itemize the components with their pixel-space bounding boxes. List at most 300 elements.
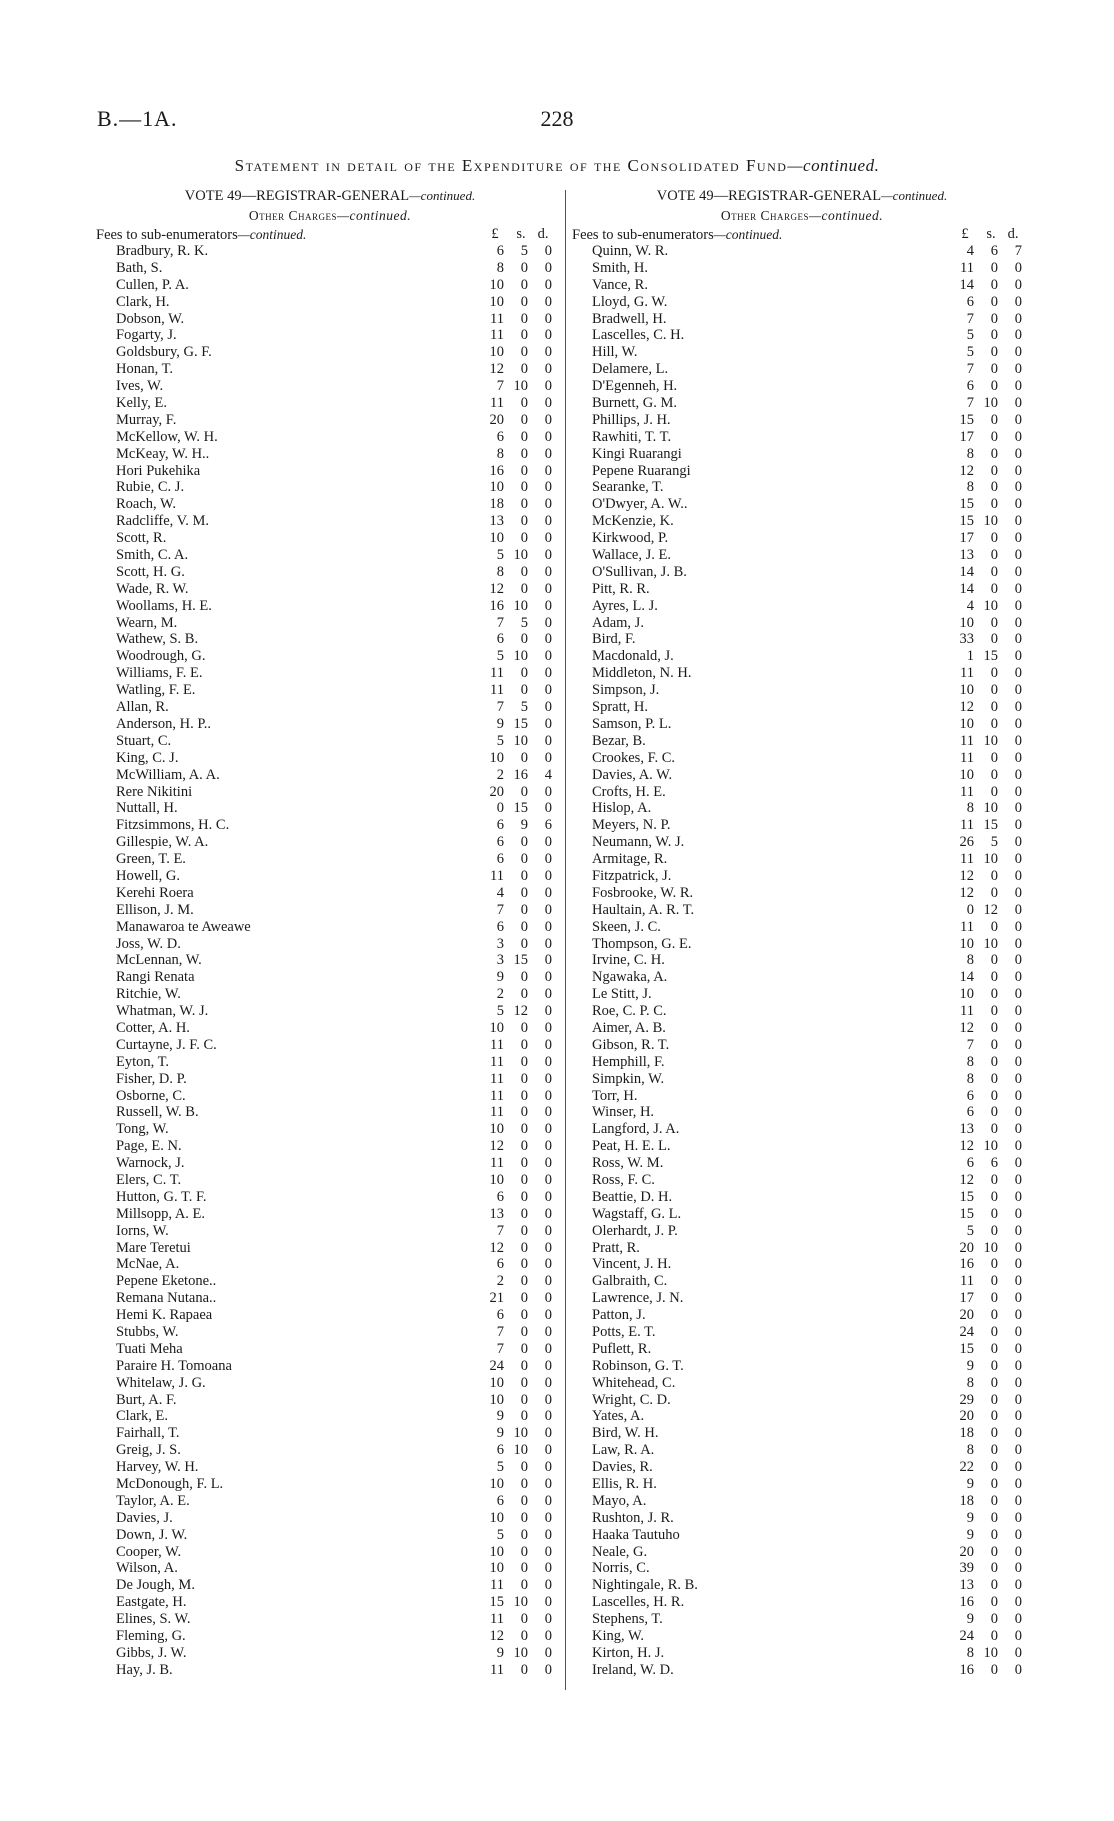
payee-name: Stuart, C. [116, 732, 172, 749]
amount-shillings: 0 [520, 1273, 528, 1290]
payee-name: King, C. J. [116, 749, 179, 766]
amount-pounds: 11 [960, 918, 974, 935]
amount-pounds: 18 [959, 1492, 974, 1509]
table-row [96, 800, 564, 817]
amount-pence: 0 [1014, 1644, 1022, 1661]
amount-pence: 0 [544, 699, 552, 716]
amount-pounds: 3 [496, 935, 504, 952]
table-row [572, 1375, 1032, 1392]
payee-name: Vincent, J. H. [592, 1256, 672, 1273]
amount-shillings: 0 [520, 1188, 528, 1205]
payee-name: Joss, W. D. [116, 935, 181, 952]
amount-pounds: 12 [959, 867, 974, 884]
amount-pence: 0 [1014, 614, 1022, 631]
subheading-left-cont: —continued. [337, 208, 412, 223]
table-row [572, 902, 1032, 919]
amount-pence: 0 [1014, 1425, 1022, 1442]
amount-pounds: 12 [489, 1239, 504, 1256]
payee-name: Wearn, M. [116, 614, 178, 631]
amount-pence: 0 [1014, 766, 1022, 783]
amount-pounds: 20 [959, 1543, 974, 1560]
amount-pounds: 6 [496, 428, 504, 445]
amount-pounds: 7 [496, 1222, 504, 1239]
amount-shillings: 0 [990, 428, 998, 445]
payee-name: Clark, E. [116, 1408, 168, 1425]
amount-pounds: 12 [959, 699, 974, 716]
table-row [572, 1425, 1032, 1442]
payee-name: Le Stitt, J. [592, 986, 652, 1003]
amount-shillings: 0 [990, 1459, 998, 1476]
payee-name: Rawhiti, T. T. [592, 428, 672, 445]
amount-pence: 0 [1014, 749, 1022, 766]
amount-shillings: 0 [520, 851, 528, 868]
table-row [96, 361, 564, 378]
payee-name: Hill, W. [592, 344, 638, 361]
amount-pounds: 7 [496, 901, 504, 918]
payee-name: Kelly, E. [116, 395, 168, 412]
amount-pence: 0 [1014, 1391, 1022, 1408]
vote-heading-right-text: VOTE 49—REGISTRAR-GENERAL [656, 188, 882, 204]
payee-name: Warnock, J. [116, 1155, 185, 1172]
amount-pence: 0 [1014, 1121, 1022, 1138]
table-row [572, 936, 1032, 953]
amount-pounds: 9 [966, 1476, 974, 1493]
amount-pence: 0 [544, 411, 552, 428]
payee-name: Simpson, J. [592, 682, 660, 699]
amount-pounds: 5 [496, 732, 504, 749]
amount-shillings: 9 [520, 817, 528, 834]
table-row [572, 1544, 1032, 1561]
amount-shillings: 0 [520, 1307, 528, 1324]
amount-pounds: 15 [959, 411, 974, 428]
amount-pounds: 16 [489, 462, 504, 479]
amount-shillings: 0 [520, 276, 528, 293]
amount-pounds: 12 [959, 1138, 974, 1155]
table-row [572, 344, 1032, 361]
table-row [96, 1206, 564, 1223]
amount-pence: 0 [544, 1644, 552, 1661]
amount-pence: 0 [1014, 259, 1022, 276]
amount-shillings: 0 [990, 563, 998, 580]
amount-shillings: 0 [520, 884, 528, 901]
amount-pounds: 12 [959, 1019, 974, 1036]
table-row [572, 260, 1032, 277]
amount-pence: 0 [544, 969, 552, 986]
amount-shillings: 0 [990, 867, 998, 884]
amount-pence: 0 [544, 834, 552, 851]
amount-shillings: 0 [990, 699, 998, 716]
amount-shillings: 10 [983, 1644, 998, 1661]
table-row [96, 750, 564, 767]
amount-pounds: 4 [966, 597, 974, 614]
amount-pounds: 11 [960, 851, 974, 868]
amount-shillings: 0 [520, 1340, 528, 1357]
table-row [572, 1206, 1032, 1223]
amount-pounds: 18 [959, 1425, 974, 1442]
payee-name: Lloyd, G. W. [592, 293, 668, 310]
payee-name: Davies, A. W. [592, 766, 673, 783]
payee-name: McNae, A. [116, 1256, 180, 1273]
payee-name: McKellow, W. H. [116, 428, 218, 445]
table-row [572, 1611, 1032, 1628]
amount-pence: 6 [544, 817, 552, 834]
payee-name: Thompson, G. E. [592, 935, 692, 952]
table-row [572, 615, 1032, 632]
table-row [96, 1358, 564, 1375]
payee-name: Wilson, A. [116, 1560, 178, 1577]
amount-pence: 0 [1014, 1594, 1022, 1611]
amount-shillings: 0 [990, 310, 998, 327]
amount-shillings: 0 [520, 428, 528, 445]
amount-pence: 0 [544, 445, 552, 462]
payee-name: Iorns, W. [116, 1222, 169, 1239]
section-title-right-cont: —continued. [713, 227, 783, 242]
amount-shillings: 0 [990, 327, 998, 344]
amount-pounds: 18 [489, 496, 504, 513]
table-row [572, 1071, 1032, 1088]
payee-name: Rubie, C. J. [116, 479, 185, 496]
table-row [572, 716, 1032, 733]
payee-name: Kingi Ruarangi [592, 445, 682, 462]
amount-shillings: 0 [990, 1628, 998, 1645]
payee-name: Ives, W. [116, 378, 164, 395]
amount-pence: 0 [1014, 479, 1022, 496]
amount-shillings: 0 [990, 1087, 998, 1104]
table-row [572, 513, 1032, 530]
amount-pounds: 10 [959, 766, 974, 783]
amount-pounds: 11 [960, 817, 974, 834]
amount-pence: 0 [1014, 1053, 1022, 1070]
amount-pounds: 9 [496, 715, 504, 732]
amount-pence: 0 [1014, 1171, 1022, 1188]
table-row [572, 1121, 1032, 1138]
table-row [572, 547, 1032, 564]
table-row [96, 327, 564, 344]
amount-pence: 0 [544, 1155, 552, 1172]
amount-shillings: 10 [983, 513, 998, 530]
table-row [572, 446, 1032, 463]
amount-pounds: 8 [966, 479, 974, 496]
amount-shillings: 0 [990, 530, 998, 547]
amount-shillings: 0 [520, 665, 528, 682]
amount-pounds: 5 [496, 648, 504, 665]
amount-shillings: 0 [520, 1476, 528, 1493]
payee-name: Scott, H. G. [116, 563, 185, 580]
amount-pence: 0 [544, 665, 552, 682]
amount-pence: 0 [544, 648, 552, 665]
amount-pounds: 24 [959, 1324, 974, 1340]
amount-shillings: 0 [990, 344, 998, 361]
payee-name: Whitelaw, J. G. [116, 1374, 206, 1391]
payee-name: Radcliffe, V. M. [116, 513, 210, 530]
table-row [96, 1594, 564, 1611]
table-row [96, 665, 564, 682]
payee-name: Taylor, A. E. [116, 1492, 190, 1509]
amount-shillings: 0 [520, 918, 528, 935]
amount-shillings: 10 [513, 547, 528, 564]
amount-shillings: 0 [520, 1053, 528, 1070]
amount-pence: 0 [544, 884, 552, 901]
amount-shillings: 0 [990, 884, 998, 901]
column-divider [565, 190, 566, 1690]
amount-pence: 0 [1014, 496, 1022, 513]
amount-shillings: 0 [990, 1594, 998, 1611]
amount-shillings: 0 [990, 1357, 998, 1374]
amount-pence: 0 [544, 1526, 552, 1543]
amount-pence: 0 [544, 310, 552, 327]
payee-name: Pratt, R. [592, 1239, 640, 1256]
subheading-left-text: Other Charges [248, 208, 337, 223]
amount-shillings: 0 [990, 259, 998, 276]
section-title-right-text: Fees to sub-enumerators [572, 227, 714, 243]
amount-pence: 4 [544, 766, 552, 783]
table-row [572, 1442, 1032, 1459]
payee-name: Hislop, A. [592, 800, 652, 817]
amount-pence: 0 [1014, 1661, 1022, 1678]
amount-pence: 0 [544, 1188, 552, 1205]
table-row [572, 1155, 1032, 1172]
amount-pounds: 9 [496, 1644, 504, 1661]
payee-name: Macdonald, J. [592, 648, 674, 665]
payee-name: Fisher, D. P. [116, 1070, 187, 1087]
payee-name: Pepene Eketone.. [116, 1273, 217, 1290]
amount-shillings: 0 [520, 1171, 528, 1188]
payee-name: Green, T. E. [116, 851, 186, 868]
payee-name: Patton, J. [592, 1307, 646, 1324]
table-row [96, 648, 564, 665]
payee-name: McKeay, W. H.. [116, 445, 210, 462]
amount-pounds: 5 [966, 1222, 974, 1239]
amount-pence: 0 [1014, 867, 1022, 884]
table-row [96, 1577, 564, 1594]
amount-shillings: 0 [990, 952, 998, 969]
payee-name: Millsopp, A. E. [116, 1205, 206, 1222]
amount-shillings: 0 [990, 479, 998, 496]
amount-shillings: 0 [520, 1155, 528, 1172]
amount-shillings: 0 [520, 310, 528, 327]
amount-pounds: 6 [496, 631, 504, 648]
amount-pounds: 7 [496, 378, 504, 395]
amount-shillings: 0 [520, 901, 528, 918]
payee-name: Phillips, J. H. [592, 411, 671, 428]
amount-pence: 0 [544, 1391, 552, 1408]
amount-pence: 0 [1014, 1459, 1022, 1476]
table-row [96, 733, 564, 750]
amount-pounds: 2 [496, 986, 504, 1003]
amount-pence: 0 [1014, 1019, 1022, 1036]
payee-name: Page, E. N. [116, 1138, 182, 1155]
amount-shillings: 0 [520, 411, 528, 428]
payee-name: Tong, W. [116, 1121, 169, 1138]
table-row [96, 547, 564, 564]
payee-name: Mare Teretui [116, 1239, 191, 1256]
amount-shillings: 0 [990, 1104, 998, 1121]
amount-shillings: 0 [520, 1357, 528, 1374]
amount-pence: 0 [544, 1476, 552, 1493]
payee-name: Russell, W. B. [116, 1104, 199, 1121]
amount-pounds: 6 [496, 851, 504, 868]
amount-pence: 0 [1014, 715, 1022, 732]
amount-pence: 0 [1014, 1003, 1022, 1020]
table-row [572, 1003, 1032, 1020]
amount-shillings: 10 [983, 1239, 998, 1256]
amount-shillings: 0 [990, 1611, 998, 1628]
amount-pounds: 11 [490, 1577, 504, 1594]
amount-pounds: 10 [959, 935, 974, 952]
payee-name: Goldsbury, G. F. [116, 344, 212, 361]
amount-pounds: 10 [959, 715, 974, 732]
table-row [572, 631, 1032, 648]
amount-shillings: 15 [513, 952, 528, 969]
amount-pence: 0 [1014, 1324, 1022, 1340]
amount-pence: 0 [544, 1273, 552, 1290]
amount-pounds: 6 [966, 1155, 974, 1172]
payee-name: Adam, J. [592, 614, 644, 631]
payee-name: Osborne, C. [116, 1087, 186, 1104]
right-column [572, 186, 1032, 1679]
payee-name: Eyton, T. [116, 1053, 170, 1070]
table-row [572, 1645, 1032, 1662]
amount-shillings: 0 [990, 1425, 998, 1442]
payee-name: Pepene Ruarangi [592, 462, 691, 479]
amount-pounds: 15 [489, 1594, 504, 1611]
amount-shillings: 0 [520, 563, 528, 580]
amount-pounds: 12 [959, 462, 974, 479]
table-row [572, 277, 1032, 294]
fees-list-left [96, 243, 564, 1679]
payee-name: Down, J. W. [116, 1526, 188, 1543]
amount-pounds: 11 [960, 783, 974, 800]
amount-pounds: 12 [489, 361, 504, 378]
amount-pence: 0 [1014, 445, 1022, 462]
amount-pence: 0 [1014, 1273, 1022, 1290]
payee-name: Burt, A. F. [116, 1391, 177, 1408]
page-reference: B.—1A. [97, 106, 178, 131]
amount-pounds: 2 [496, 766, 504, 783]
table-row [96, 986, 564, 1003]
amount-pounds: 16 [959, 1594, 974, 1611]
amount-pence: 0 [1014, 1036, 1022, 1053]
amount-shillings: 10 [983, 597, 998, 614]
amount-pence: 0 [1014, 1526, 1022, 1543]
amount-shillings: 0 [990, 1290, 998, 1307]
amount-pounds: 8 [496, 259, 504, 276]
payee-name: Haultain, A. R. T. [592, 901, 695, 918]
table-row [96, 682, 564, 699]
amount-pence: 0 [544, 1053, 552, 1070]
amount-shillings: 15 [983, 817, 998, 834]
payee-name: Gibbs, J. W. [116, 1644, 187, 1661]
amount-pounds: 20 [489, 411, 504, 428]
amount-pence: 0 [544, 715, 552, 732]
amount-pounds: 11 [960, 259, 974, 276]
table-row [572, 1493, 1032, 1510]
table-row [96, 1645, 564, 1662]
amount-pounds: 8 [496, 445, 504, 462]
payee-name: Nightingale, R. B. [592, 1577, 698, 1594]
amount-pounds: 14 [959, 969, 974, 986]
amount-pence: 0 [544, 327, 552, 344]
amount-pence: 0 [544, 1104, 552, 1121]
table-row [96, 1020, 564, 1037]
amount-pence: 0 [544, 1138, 552, 1155]
payee-name: Olerhardt, J. P. [592, 1222, 678, 1239]
payee-name: Skeen, J. C. [592, 918, 661, 935]
amount-pounds: 11 [490, 1036, 504, 1053]
amount-pounds: 6 [496, 817, 504, 834]
table-row [572, 1256, 1032, 1273]
payee-name: McLennan, W. [116, 952, 202, 969]
table-row [96, 1324, 564, 1341]
amount-pence: 0 [544, 563, 552, 580]
payee-name: Ellis, R. H. [592, 1476, 657, 1493]
amount-pence: 0 [1014, 732, 1022, 749]
amount-shillings: 0 [990, 1374, 998, 1391]
table-row [572, 1358, 1032, 1375]
amount-pounds: 11 [490, 1070, 504, 1087]
amount-pounds: 13 [959, 1577, 974, 1594]
amount-pounds: 9 [496, 969, 504, 986]
amount-pence: 0 [1014, 1560, 1022, 1577]
table-row [572, 463, 1032, 480]
amount-pounds: 7 [966, 395, 974, 412]
amount-pounds: 2 [496, 1273, 504, 1290]
amount-shillings: 0 [990, 1560, 998, 1577]
amount-pence: 0 [1014, 1070, 1022, 1087]
payee-name: Wright, C. D. [592, 1391, 671, 1408]
amount-pence: 0 [1014, 1290, 1022, 1307]
amount-pounds: 10 [489, 1543, 504, 1560]
payee-name: Fairhall, T. [116, 1425, 180, 1442]
amount-pounds: 11 [490, 1053, 504, 1070]
amount-pence: 0 [544, 851, 552, 868]
amount-pounds: 15 [959, 496, 974, 513]
amount-pence: 0 [544, 1560, 552, 1577]
payee-name: Woodrough, G. [116, 648, 206, 665]
vote-heading-left-text: VOTE 49—REGISTRAR-GENERAL [184, 188, 410, 204]
amount-shillings: 12 [513, 1003, 528, 1020]
amount-shillings: 0 [520, 834, 528, 851]
payee-name: Dobson, W. [116, 310, 185, 327]
payee-name: Bradbury, R. K. [116, 243, 209, 259]
table-row [96, 1459, 564, 1476]
amount-pounds: 11 [960, 749, 974, 766]
amount-pence: 0 [1014, 327, 1022, 344]
amount-pence: 0 [1014, 563, 1022, 580]
amount-shillings: 0 [990, 749, 998, 766]
table-row [96, 1121, 564, 1138]
amount-pence: 0 [544, 479, 552, 496]
table-row [572, 1341, 1032, 1358]
amount-pence: 0 [1014, 901, 1022, 918]
table-row [572, 378, 1032, 395]
pence-header: d. [1007, 226, 1019, 242]
amount-shillings: 0 [990, 1442, 998, 1459]
amount-shillings: 0 [990, 1476, 998, 1493]
table-row [96, 1155, 564, 1172]
amount-pounds: 0 [496, 800, 504, 817]
payee-name: Bird, W. H. [592, 1425, 659, 1442]
amount-pence: 0 [1014, 1476, 1022, 1493]
amount-shillings: 0 [990, 986, 998, 1003]
amount-shillings: 0 [990, 1543, 998, 1560]
amount-pounds: 11 [490, 1087, 504, 1104]
table-row [572, 699, 1032, 716]
amount-pounds: 6 [496, 1188, 504, 1205]
amount-shillings: 0 [520, 935, 528, 952]
amount-pence: 0 [1014, 800, 1022, 817]
payee-name: D'Egenneh, H. [592, 378, 678, 395]
